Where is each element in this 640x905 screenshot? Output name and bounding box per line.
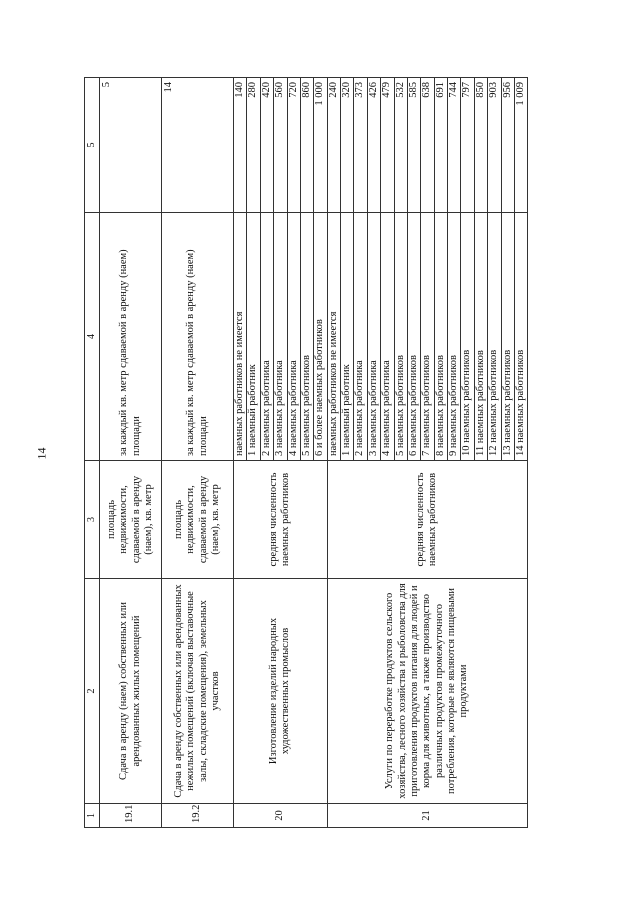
measure-unit: 1 наемный работник [341, 213, 354, 461]
measure-unit: 4 наемных работника [287, 213, 300, 461]
row-code: 21 [327, 804, 528, 828]
header-cell: 5 [85, 78, 100, 213]
measure-unit: 10 наемных работников [461, 213, 474, 461]
row-code: 19.2 [162, 804, 234, 828]
yield-value: 426 [367, 78, 380, 213]
measure-unit: 3 наемных работника [274, 213, 287, 461]
measure-unit: 6 и более наемных работников [314, 213, 327, 461]
activity-name: Услуги по переработке продуктов сельского хозяйства, лесного хозяйства и рыболовства для приготовления продуктов питания для людей и корма для животных, а также производство различных продуктов промежуточного потребления, которые не являются пищевыми продуктами [327, 579, 528, 804]
activity-name: Сдача в аренду (наем) собственных или арендованных жилых помещений [100, 579, 162, 804]
measure-unit: 9 наемных работников [448, 213, 461, 461]
measure-unit: 3 наемных работника [367, 213, 380, 461]
header-row [85, 78, 100, 828]
rotated-table-wrapper [84, 78, 557, 828]
yield-value: 280 [247, 78, 260, 213]
yield-value: 320 [341, 78, 354, 213]
tariff-table [84, 77, 528, 828]
yield-value: 744 [448, 78, 461, 213]
measure-unit: за каждый кв. метр сдаваемой в аренду (наем) площади [162, 213, 234, 461]
yield-value: 1 000 [314, 78, 327, 213]
row-code: 20 [234, 804, 328, 828]
yield-value: 691 [434, 78, 447, 213]
yield-value: 532 [394, 78, 407, 213]
measure-unit: 5 наемных работников [394, 213, 407, 461]
yield-value: 903 [488, 78, 501, 213]
yield-value: 956 [501, 78, 514, 213]
yield-value: 140 [234, 78, 247, 213]
yield-value: 479 [381, 78, 394, 213]
yield-value: 14 [162, 78, 234, 213]
row-code: 19.1 [100, 804, 162, 828]
yield-value: 860 [300, 78, 313, 213]
activity-name: Изготовление изделий народных художественных промыслов [234, 579, 328, 804]
yield-value: 585 [407, 78, 420, 213]
header-cell: 3 [85, 461, 100, 579]
yield-value: 240 [327, 78, 340, 213]
yield-value: 850 [474, 78, 487, 213]
measure-unit: 2 наемных работника [354, 213, 367, 461]
measure-unit: 12 наемных работников [488, 213, 501, 461]
header-cell: 2 [85, 579, 100, 804]
physical-indicator: площадь недвижимости, сдаваемой в аренду (наем), кв. метр [100, 461, 162, 579]
measure-unit: 7 наемных работников [421, 213, 434, 461]
page-number: 14 [34, 447, 49, 460]
measure-unit: 2 наемных работника [260, 213, 273, 461]
measure-unit: 1 наемный работник [247, 213, 260, 461]
yield-value: 560 [274, 78, 287, 213]
table-row [327, 78, 340, 828]
yield-value: 797 [461, 78, 474, 213]
measure-unit: наемных работников не имеется [327, 213, 340, 461]
yield-value: 720 [287, 78, 300, 213]
measure-unit: за каждый кв. метр сдаваемой в аренду (наем) площади [100, 213, 162, 461]
measure-unit: 13 наемных работников [501, 213, 514, 461]
header-cell: 4 [85, 213, 100, 461]
physical-indicator: площадь недвижимости, сдаваемой в аренду (наем), кв. метр [162, 461, 234, 579]
activity-name: Сдача в аренду собственных или арендованных нежилых помещений (включая выставочные залы, складские помещения), земельных участков [162, 579, 234, 804]
measure-unit: 8 наемных работников [434, 213, 447, 461]
measure-unit: 11 наемных работников [474, 213, 487, 461]
physical-indicator: средняя численность наемных работников [234, 461, 328, 579]
measure-unit: 4 наемных работника [381, 213, 394, 461]
header-cell: 1 [85, 804, 100, 828]
table-row [234, 78, 247, 828]
yield-value: 373 [354, 78, 367, 213]
table-row [100, 78, 162, 828]
table-row [162, 78, 234, 828]
yield-value: 1 009 [514, 78, 527, 213]
table-frame [84, 78, 557, 828]
physical-indicator: средняя численность наемных работников [327, 461, 528, 579]
measure-unit: 6 наемных работников [407, 213, 420, 461]
measure-unit: 5 наемных работников [300, 213, 313, 461]
yield-value: 5 [100, 78, 162, 213]
yield-value: 420 [260, 78, 273, 213]
measure-unit: наемных работников не имеется [234, 213, 247, 461]
yield-value: 638 [421, 78, 434, 213]
measure-unit: 14 наемных работников [514, 213, 527, 461]
